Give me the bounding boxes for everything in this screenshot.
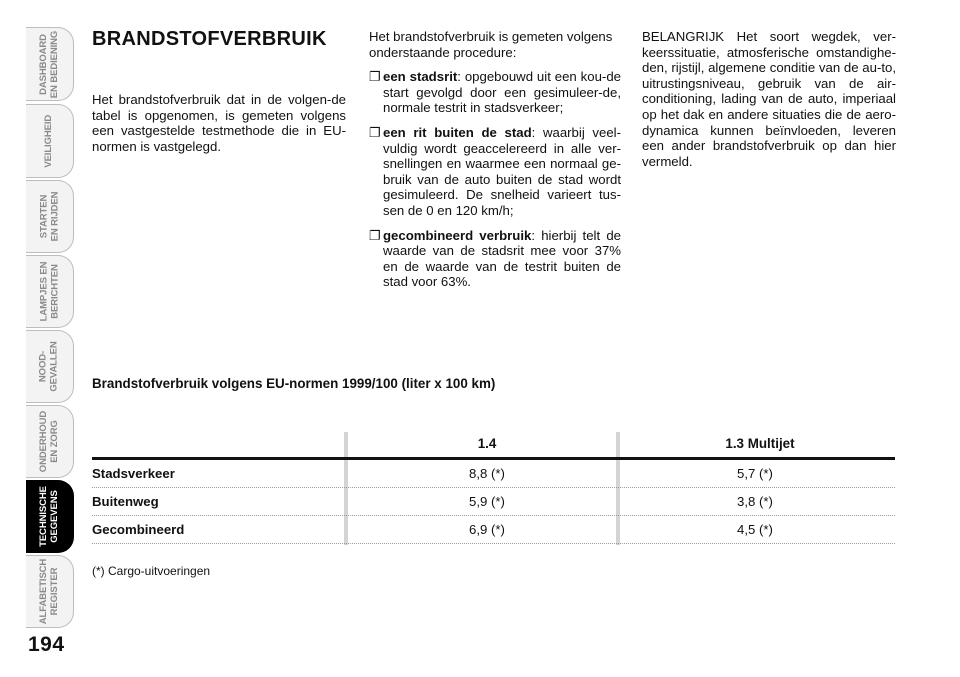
sidebar-tab-label: STARTEN EN RIJDEN bbox=[38, 191, 60, 242]
sidebar-tab-label: VEILIGHEID bbox=[43, 114, 55, 168]
column-header-multijet: 1.3 Multijet bbox=[725, 436, 795, 451]
intro-paragraph: Het brandstofverbruik dat in de volgen-de tabel is opgenomen, is gemeten volgens een vastgestelde testmethode die in EU-normen is vastgelegd. bbox=[92, 92, 346, 154]
checkbox-bullet-icon: ❐ bbox=[369, 69, 381, 85]
table-footnote: (*) Cargo-uitvoeringen bbox=[92, 564, 211, 578]
sidebar-tab-label: ONDERHOUD EN ZORG bbox=[38, 410, 60, 473]
sidebar-tab-label: DASHBOARD EN BEDIENING bbox=[38, 30, 60, 98]
list-item-text: : hierbij telt de waarde van de stadsrit mee voor 37% en de waarde van de testrit buiten de stad voor 63%. bbox=[383, 227, 621, 290]
page-title: BRANDSTOFVERBRUIK bbox=[92, 28, 327, 50]
cell-value: 5,9 (*) bbox=[469, 494, 505, 509]
sidebar-tab-dashboard[interactable] bbox=[26, 27, 74, 101]
cell-value: 5,7 (*) bbox=[737, 466, 773, 481]
important-note: BELANGRIJK Het soort wegdek, ver-keerssituatie, atmosferische omstandighe-den, rijstijl, algemene conditie van de au-to, uitrustingsniveau, gebruik van de air-conditioning, lading van de auto, imperiaal op het dak en andere situaties die de aero-dynamica kunnen beïnvloeden, leveren een ander brandstofverbruik op dan hier vermeld. bbox=[642, 29, 896, 169]
checkbox-bullet-icon: ❐ bbox=[369, 124, 381, 140]
sidebar-tab-technische-gegevens[interactable] bbox=[26, 480, 74, 553]
sidebar-tab-starten[interactable] bbox=[26, 180, 74, 253]
list-item-term: een stadsrit bbox=[383, 69, 458, 85]
list-item-term: gecombineerd verbruik bbox=[383, 227, 532, 243]
table-caption: Brandstofverbruik volgens EU-normen 1999/100 (liter x 100 km) bbox=[92, 376, 496, 391]
table-row bbox=[92, 460, 895, 488]
sidebar-tab-label: ALFABETISCH REGISTER bbox=[38, 558, 60, 625]
sidebar-tab-label: LAMPJES EN BERICHTEN bbox=[38, 261, 60, 322]
procedure-lead: Het brandstofverbruik is gemeten volgens onderstaande procedure: bbox=[369, 29, 613, 60]
cell-value: 6,9 (*) bbox=[469, 522, 505, 537]
cell-value: 3,8 (*) bbox=[737, 494, 773, 509]
list-item-text: : waarbij veel-vuldig wordt geaccelereerd in alle ver-snellingen en waarmee een normaal ge-bruik van de auto buiten de stad wordt gesimuleerd. De snelheid varieert tus-sen de 0 en 120 km/h; bbox=[383, 124, 621, 218]
column-header-1-4: 1.4 bbox=[477, 436, 497, 451]
row-label: Gecombineerd bbox=[92, 522, 185, 537]
list-item-text: : opgebouwd uit een kou-de start gevolgd door een gesimuleer-de, normale testrit in stadsverkeer; bbox=[383, 69, 621, 116]
table-row bbox=[92, 488, 895, 516]
list-item bbox=[369, 228, 621, 290]
table-row bbox=[92, 516, 895, 544]
row-label: Stadsverkeer bbox=[92, 466, 175, 481]
sidebar-tab-onderhoud[interactable] bbox=[26, 405, 74, 478]
row-label: Buitenweg bbox=[92, 494, 159, 509]
page-number: 194 bbox=[28, 633, 65, 656]
sidebar-tab-veiligheid[interactable] bbox=[26, 104, 74, 178]
sidebar-tab-noodgevallen[interactable] bbox=[26, 330, 74, 403]
checkbox-bullet-icon: ❐ bbox=[369, 227, 381, 243]
sidebar-tab-label: NOOD- GEVALLEN bbox=[38, 341, 60, 392]
cell-value: 8,8 (*) bbox=[469, 466, 505, 481]
cell-value: 4,5 (*) bbox=[737, 522, 773, 537]
sidebar-tab-alfabetisch-register[interactable] bbox=[26, 555, 74, 628]
procedure-section bbox=[369, 29, 621, 290]
sidebar-tab-lampjes[interactable] bbox=[26, 255, 74, 328]
list-item bbox=[369, 69, 621, 116]
sidebar-tab-label: TECHNISCHE GEGEVENS bbox=[38, 486, 60, 547]
list-item-term: een rit buiten de stad bbox=[383, 124, 532, 140]
list-item bbox=[369, 125, 621, 219]
